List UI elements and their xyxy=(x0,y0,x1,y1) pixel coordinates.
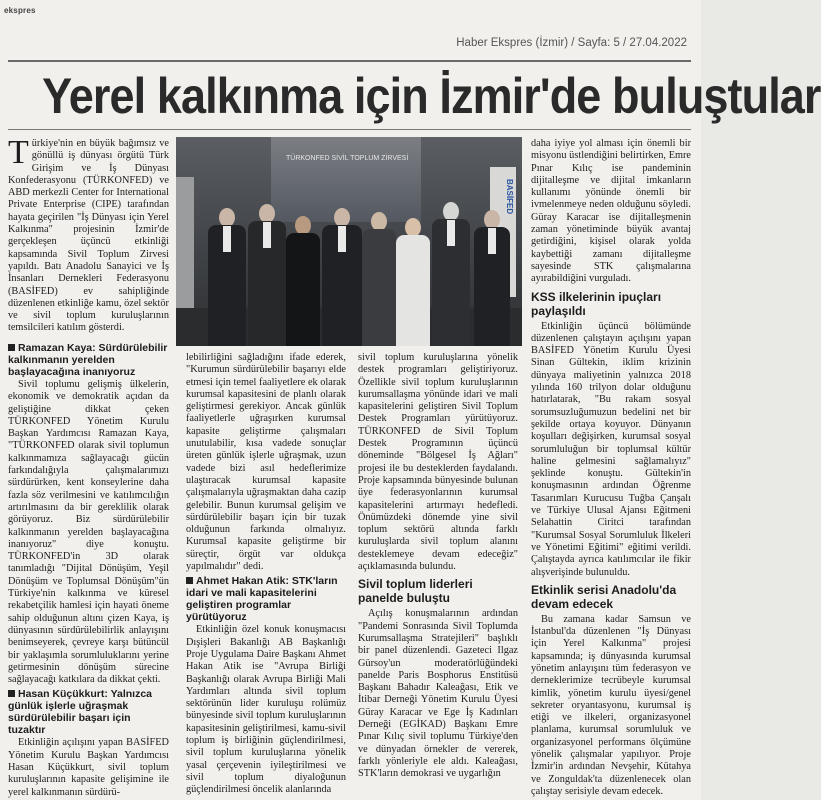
section-heading-panel: Sivil toplum liderleri panelde buluştu xyxy=(358,577,473,606)
paragraph: Etkinliğin üçüncü bölümünde düzenlenen çalıştayın açılışını yapan BASİFED Yönetim Kurulu Üyesi Sinan Gültekin, iklim krizinin dünyaya maliyetinin yalnızca 2018 yılında 160 trilyon dolar olduğunu hatırlatarak, "Bu rakam sosyal sorumsuzluğumuzun bedelini net bir şekilde ortaya koyuyor. Dünyanın koşulları değişirken, kurumsal sosyal sorumluluğun bir toplumsal kültür haline gelmesini sağlamalıyız" şeklinde konuştu. Gültekin'in konuşmasının ardından Öğrenme Tasarımları Kurucusu Tuğba Çanşalı ve Türkiye Ulusal Ajansı Eğitmeni Selahattin Ciritci tarafından "Kurumsal Sosyal Sorumluluk İlkeleri ve Yönetimi Eğitimi" eğitimi verildi. Çalıştayda ayrıca katılımcılar ile fikir alışverişinde bulunuldu. xyxy=(531,320,691,578)
bullet-square-icon xyxy=(8,690,15,697)
person-4 xyxy=(322,208,362,346)
person-6 xyxy=(396,218,430,346)
subhead-ahmet-hakan-atik xyxy=(186,575,346,623)
screen-title: TÜRKONFED SİVİL TOPLUM ZİRVESİ xyxy=(286,155,409,162)
person-2 xyxy=(248,204,286,346)
paragraph: Sivil toplumu gelişmiş ülkelerin, ekonomik ve demokratik açıdan da geliştiğine dikkat çeken TÜRKONFED Yönetim Kurulu Başkan Yardımcısı Ramazan Kaya, "TÜRKONFED olarak sivil toplumun kalkınmamıza sağlayacağı gücün farkındalığıyla çalışmalarımızı sürdürürken, kent konseylerine daha fazla söz verilmesini ve katılımcılığın artırılmasını da bir gereklilik olarak görüyoruz. Biz sürdürülebilir kalkınmanın yerelden başlayacağına inanıyoruz" diye konuştu. TÜRKONFED'in 3D olarak tanımladığı "Dijital Dönüşüm, Yeşil Dönüşüm ve Toplumsal Dönüşüm"ün Türkiye'nin kalkınma ve küresel rekabetçilik hamlesi için hayati öneme sahip olduğunun altını çizen Kaya, iş dünyasının sürdürülebilirlik anlayışını benimseyerek, çevreye karşı bütüncül bir yaklaşımla sorumluluklarını yerine getirmesinin dönüşüm sürecine sağlayacağı katkılara da dikkat çekti. xyxy=(8,379,169,686)
person-3 xyxy=(286,216,320,346)
intro-text: ürkiye'nin en büyük bağımsız ve gönüllü iş dünyası örgütü Türk Girişim ve İş Dünyası Konfederasyonu (TÜRKONFED) ve ABD merkezli Center for International Private Enterprise (CIPE) tarafından hayata geçirilen "İş Dünyası için Yerel Kalkınma" projesinin İzmir'de gerçekleşen üçüncü etkinliği kapsamında Sivil Toplum Zirvesi yapıldı. Batı Anadolu Sanayici ve İş İnsanları Dernekleri Federasyonu (BASİFED) ev sahipliğinde düzenlenen etkinliğe kamu, özel sektör ve sivil toplum kuruluşlarının temsilcileri katılım gösterdi. xyxy=(8,138,169,334)
headline: Yerel kalkınma için İzmir'de buluştular xyxy=(42,68,821,124)
person-7 xyxy=(432,202,470,346)
paragraph: lebilirliğini sağladığını ifade ederek, "Kurumun sürdürülebilir başarıyı elde etmesi için temel faaliyetlere ek olarak kurumsal kapasitesini de planlı olarak geliştirmesi gerekiyor. Ancak günlük faaliyetlerle uğraşırken kurumsal kapasite geliştirme çalışmaları unutulabilir, kısa vadede sonuçlar üreten günlük işlerle uğraşmak, uzun vadede bizi asıl hedeflerimize ulaştıracak kurumsal kapasite çalışmalarıyla uğraşmaktan daha cazip gelebilir. Bunun kurumsal gelişim ve sürdürülebilir başarı için bir tuzak olduğunun farkında olmalıyız. Kurumsal kapasite geliştirme bir süreçtir, örgüt var oldukça yapılmalıdır" dedi. xyxy=(186,352,346,573)
paragraph: Etkinliğin özel konuk konuşmacısı Dışişleri Bakanlığı AB Başkanlığı Proje Uygulama Daire Başkanı Ahmet Hakan Atik ise "Avrupa Birliği Başkanlığı olarak Avrupa Birliği Mali Yardımları altında sivil toplum sektörünün lider kuruluşu rolümüz bünyesinde sivil toplum kuruluşlarının kapasitesinin geliştirilmesi, kamu-sivil toplum iş birliğinin güçlendirilmesi, sivil toplum kuruluşlarına yönelik yasal çerçevenin iyileştirilmesi ve sivil toplum diyaloğunun güçlendirilmesi öncelik alanlarında xyxy=(186,624,346,796)
dropcap: T xyxy=(8,134,29,171)
person-8 xyxy=(474,210,510,346)
banner-logo: BASİFED xyxy=(505,179,514,215)
bullet-square-icon xyxy=(8,344,15,351)
section-heading-series: Etkinlik serisi Anadolu'da devam edecek xyxy=(531,582,677,611)
column-3 xyxy=(358,352,518,781)
person-5 xyxy=(362,212,396,346)
stage-banner-left xyxy=(176,177,194,317)
paragraph: Açılış konuşmalarının ardından "Pandemi Sonrasında Sivil Toplumda Kurumsallaşma Stratejileri" başlıklı bir panel düzenlendi. Gazeteci Ilgaz Gürsoy'un moderatörlüğündeki panelde Paris Bosphorus Enstitüsü Başkanı Bahadır Kaleağası, Etik ve İtibar Derneği Yönetim Kurulu Üyesi Güray Karacar ve Ege İş Kadınları Derneği (EGİKAD) Başkanı Emre Pınar Kılıç sivil toplumu Türkiye'den ve dünyadan örnekler de vererek, farklı yönleriyle ele aldı. Kaleağası, STK'ların demokrasi ve uygarlığın xyxy=(358,608,518,780)
headline-rule xyxy=(8,129,691,130)
subhead-ramazan-kaya xyxy=(8,342,169,378)
intro-paragraph xyxy=(8,134,169,335)
top-rule xyxy=(8,60,691,62)
event-photo xyxy=(176,137,522,346)
person-1 xyxy=(208,208,246,346)
subhead-text: Ramazan Kaya: Sürdürülebilir kalkınmanın yerelden başlayacağına inanıyoruz xyxy=(8,342,168,378)
paragraph: daha iyiye yol alması için önemli bir misyonu üstlendiğini belirtirken, Emre Pınar Kılıç ise pandeminin dijitalleşme ve dijital imkanların kullanımı yönünde önemli bir ivmelenmeye neden olduğunu söyledi. Güray Karacar ise dijitalleşmenin zaman yönetiminde büyük avantaj getirdiğini, kişisel olarak yolda kaybettiği zamanı dijitalleşme sayesinde STK çalışmalarına ayırabildiğini vurguladı. xyxy=(531,138,691,285)
subhead-hasan-kucukkurt xyxy=(8,688,169,736)
paragraph: Etkinliğin açılışını yapan BASİFED Yönetim Kurulu Başkan Yardımcısı Hasan Küçükkurt, sivil toplum kuruluşlarının kapasite gelişimine ile yerel kalkınmanın sürdürü- xyxy=(8,737,169,798)
subhead-text: Hasan Küçükkurt: Yalnızca günlük işlerle uğraşmak sürdürülebilir başarı için tuzaktır xyxy=(8,688,153,737)
subhead-text: Ahmet Hakan Atik: STK'ların idari ve mali kapasitelerini geliştiren programlar yürütüyoruz xyxy=(186,575,338,624)
bullet-square-icon xyxy=(186,577,193,584)
source-line: Haber Ekspres (İzmir) / Sayfa: 5 / 27.04.2022 xyxy=(456,37,687,49)
column-1-intro xyxy=(8,134,169,335)
column-1 xyxy=(8,340,169,799)
masthead: ekspres xyxy=(4,6,36,15)
paragraph: Bu zamana kadar Samsun ve İstanbul'da düzenlenen "İş Dünyası için Yerel Kalkınma" projesi kapsamında; iş dünyasında kurumsal yönetim anlayışını tüm federasyon ve derneklerimize tecrübeyle kurumsal kimlik, yönetim kurulu üyesi/genel sekreter oryantasyonu, kurumsal iş etiği ve ilkeleri, organizasyonel planlama, kurumsal sorumluluk ve organizasyonel performans ölçümüne yönelik çalışmalar yapılıyor. Proje İzmir'in ardından Nevşehir, Kütahya ve Zonguldak'ta düzenlenecek olan çalıştay serisiyle devam edecek. xyxy=(531,613,691,797)
column-2 xyxy=(186,352,346,797)
column-4 xyxy=(531,138,691,798)
section-heading-kss: KSS ilkelerinin ipuçları paylaşıldı xyxy=(531,289,662,318)
paragraph: sivil toplum kuruluşlarına yönelik destek programları geliştiriyoruz. Özellikle sivil toplum kuruluşlarının kurumsallaşma yönünde idari ve mali kapasitelerini geliştiren Sivil Toplum Destek Programları yürütüyoruz. TÜRKONFED de Sivil Toplum Destek Programının üçüncü döneminde "Bölgesel İş Ağları" projesi ile bu desteklerden faydalandı. Proje kapsamında bünyesinde bulunan üye federasyonlarının kurumsal kapasitelerini artırmayı hedefledi. Önümüzdeki dönemde yine sivil toplum sektörü altında farklı kuruluşlarda sivil toplum alanını desteklemeye devam edeceğiz" açıklamasında bulundu. xyxy=(358,352,518,573)
